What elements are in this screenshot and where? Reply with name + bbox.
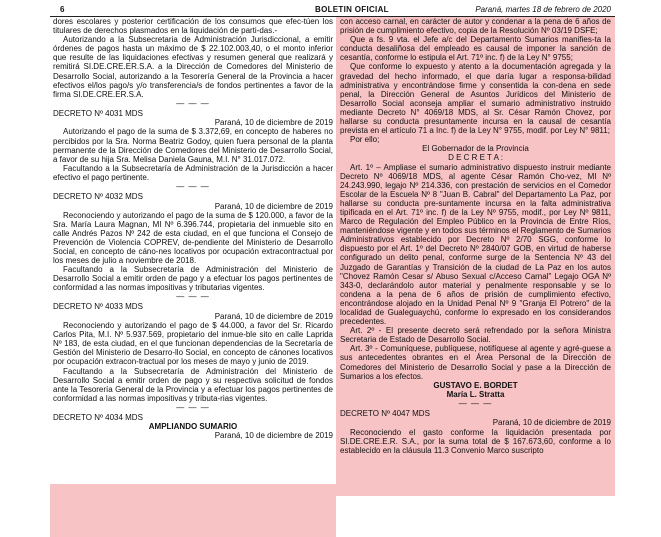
- governor-heading: El Gobernador de la Provincia: [422, 144, 529, 154]
- decree-title: DECRETO Nº 4031 MDS: [53, 108, 143, 118]
- decree-date: Paraná, 10 de diciembre de 2019: [214, 431, 333, 441]
- paragraph: Reconociendo y autorizando el pago de la suma de $ 120.000, a favor de la Sra. María Laura Magnan, MI Nº 6.396.744, propietaria del inmueble sito en calle Andrés Pazos Nº 242 de esta ciudad, en el que funciona el Consejo de Prevención de Violencia COPREV, de-pendiente del Ministerio de Desarrollo Social, en concepto de cáno-nes locativos por ocupación extracontractual por los meses de julio a noviembre de 2018.: [53, 210, 333, 266]
- publication-date: Paraná, martes 18 de febrero de 2020: [475, 5, 611, 14]
- paragraph: Que conforme lo expuesto y atento a la documentación agregada y la gravedad del hecho informado, el que daría lugar a responsa-bilidad administrativa y encontrándose firme y consentida la con-dena en sede penal, la Dirección General de Asuntos Jurídicos del Ministerio de Desarrollo Social aconseja ampliar el sumario administrativo instruido mediante Decreto N° 4069/18 MDS, al Sr. César Ramón Chovez, por hallarse su conducta presuntamente incursa en la causal de cesantía prevista en el artículo 71 a Inc. f) de la Ley N° 9755, modif. por Ley N° 9811;: [340, 62, 611, 136]
- separator: — — —: [176, 292, 210, 302]
- decree-title: DECRETO Nº 4032 MDS: [53, 192, 143, 201]
- decree-date: Paraná, 10 de diciembre de 2019: [214, 118, 333, 128]
- article: Art. 1º – Ampliase el sumario administrativo dispuesto instruir mediante Decreto Nº 4069/18 MDS, al agente César Ramón Cho-vez, MI Nº 24.243.990, legajo Nº 214.336, con prestación de servicios en el Comedor Escolar de la Escuela Nº 8 "Juan B. Cabral" del Departamento La Paz, por hallarse su conducta pre-suntamente incursa en la falta administrativa tipificada en el Art. 71º inc. f) de la Ley Nº 9755, modif., por Ley Nº 9811, Marco de Regulación del Empleo Público en la Provincia de Entre Ríos, manteniéndose vigente y en todos sus términos el Reglamento de Sumarios Administrativos establecido por Decreto Nº 2/70 SGG, conforme lo dispuesto por el Art. 1º del Decreto Nº 2840/07 GOB, en virtud de haberse configurado un delito penal, conforme surge de la Sentencia Nº 43 del Juzgado de Garantías y Transición de la ciudad de La Paz en los autos "Chovez Ramón Cesar s/ Abuso Sexual c/Acceso Carnal" Legajo OGA Nº 343-0, declarándolo autor material y penalmente responsable y se lo condena a la pena de 6 años de prisión de cumplimiento efectivo, encontrándose alojado en la Unidad Penal Nº 9 "Granja El Potrero" de la localidad de Gualeguaychú, conforme lo expresado en los considerandos precedentes.: [340, 162, 611, 327]
- decreta-heading: D E C R E T A :: [448, 153, 503, 163]
- paragraph: Que a fs. 9 vta. el Jefe a/c del Departamento Sumarios manifies-ta la conducta desaliñosa del empleado es causal de imponer la sanción de cesantía, conforme lo estipula el Art. 71º inc. f) de la Ley N° 9755;: [340, 35, 611, 63]
- article: Art. 3º - Comuníquese, publíquese, notifíquese al agente y agré-guese a sus antecedentes obrantes en el Área Personal de la Dirección de Comedores del Ministerio de Desarrollo Social y pase a la Dirección de Sumarios a los efectos.: [340, 344, 611, 381]
- paragraph: Reconociendo el gasto conforme la liquidación presentada por SI.DE.CRE.E.R. S.A., por la suma total de $ 167.673,60, conforme a lo establecido en la cláusula 11.3 Convenio Marco suscripto: [340, 427, 611, 455]
- decree-date: Paraná, 10 de diciembre de 2019: [492, 418, 611, 428]
- signature-governor: GUSTAVO E. BORDET: [433, 380, 518, 390]
- separator: — — —: [458, 398, 493, 408]
- separator: — — —: [176, 402, 210, 412]
- right-column: [336, 17, 615, 537]
- paragraph: con acceso carnal, en carácter de autor y condenar a la pena de 6 años de prisión de cumplimiento efectivo, copia de la Resolución Nº 03/19 DSFE;: [340, 17, 611, 36]
- decree-title: DECRETO Nº 4047 MDS: [340, 408, 430, 418]
- page-header: [50, 4, 615, 15]
- decree-title: DECRETO Nº 4033 MDS: [53, 302, 143, 312]
- separator: — — —: [176, 98, 210, 108]
- decree-date: Paraná, 10 de diciembre de 2019: [214, 311, 333, 321]
- signature-minister: María L. Stratta: [446, 389, 505, 399]
- paragraph: Facultando a la Subsecretaría de Administración de la Jurisdicción a hacer efectivo el pago pertinente.: [53, 163, 333, 182]
- decree-date: Paraná, 10 de diciembre de 2019: [214, 201, 333, 211]
- paragraph: Reconociendo y autorizando el pago de $ 44.000, a favor del Sr. Ricardo Carlos Pita, M.I. Nº 5.937.569, propietario del inmue-ble sito en calle Laprida Nº 183, de esta ciudad, en el que funcionan dependencias de la Secretaría de Gestión del Ministerio de Desarro-llo Social, en concepto de cánones locativos por ocupación extracon-tractual por los meses de mayo y junio de 2019.: [53, 321, 333, 367]
- article: Art. 2º - El presente decreto será refrendado por la señora Ministra Secretaria de Estado de Desarrollo Social.: [340, 326, 611, 345]
- paragraph: Autorizando a la Subsecretaria de Administración Jurisdiccional, a emitir órdenes de pagos hasta un máximo de $ 22.102.003,40, o el monto inferior que resulte de las liquidaciones efectivas y resumen general que realizará y remitirá SI.DE.CRE.ER.S.A. a la Dirección de Comedores del Ministerio de Desarrollo Social, autorizando a la Tesorería General de la Provincia a hacer efectivos el/los pago/s y/o transferencia/s de fondos pertinentes a favor de la firma SI.DE.CRE.ER.S.A.: [53, 35, 333, 99]
- paragraph: dores escolares y posterior certificación de los consumos que efec-túen los titulares de derechos plasmados en la liquidación de parti-das.-: [53, 17, 333, 36]
- paragraph: Autorizando el pago de la suma de $ 3.372,69, en concepto de haberes no percibidos por la Sra. Norma Beatriz Godoy, quien fuera personal de la planta permanente de la Dirección de Comedores del Ministerio de Desarrollo Social, a favor de su hija Sra. Melisa Daniela Gauna, M.I. N° 31.017.072.: [53, 127, 333, 164]
- page-number: 6: [60, 5, 65, 14]
- paragraph: Por ello;: [350, 135, 380, 145]
- decree-title: DECRETO Nº 4034 MDS: [53, 412, 143, 422]
- publication-title: BOLETIN OFICIAL: [315, 5, 389, 14]
- separator: — — —: [176, 182, 210, 191]
- paragraph: Facultando a la Subsecretaría de Administración del Ministerio de Desarrollo Social a emitir orden de pago y su respectiva solicitud de fondos ante la Tesorería General de la Provincia y a efectuar los pagos pertinentes de conformidad a las normas impositivas y tributa-rias vigentes.: [53, 366, 333, 403]
- section-heading: AMPLIANDO SUMARIO: [148, 422, 238, 432]
- paragraph: Facultando a la Subsecretaría de Administración del Ministerio de Desarrollo Social a emitir orden de pago y a efectuar los pagos pertinentes de conformidad a las normas impositivas y tributarias vigentes.: [53, 265, 333, 293]
- left-column: [50, 17, 336, 537]
